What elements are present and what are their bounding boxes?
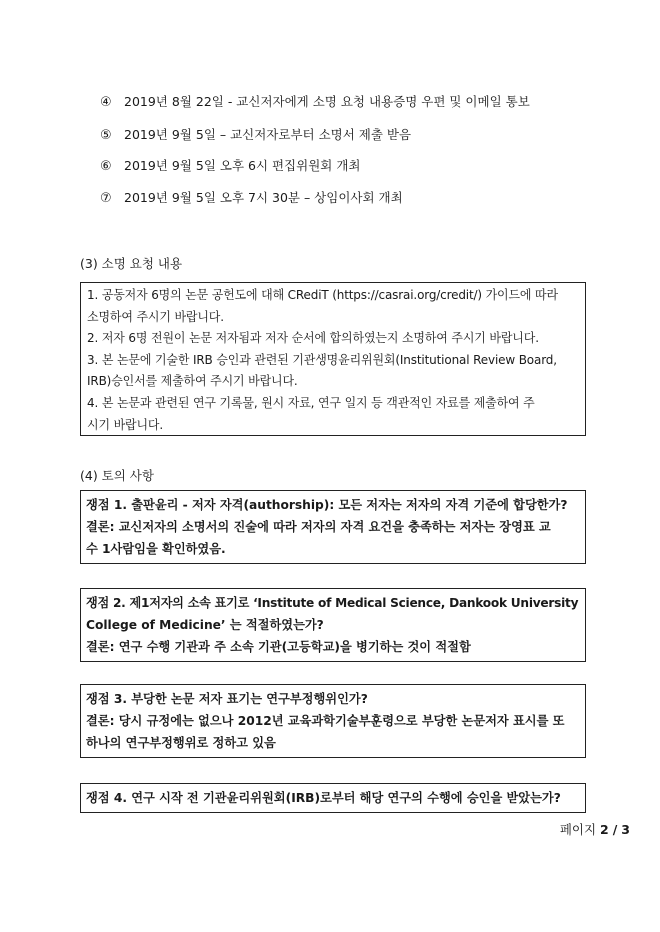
request-line: IRB)승인서를 제출하여 주시기 바랍니다. — [87, 374, 298, 389]
issue-box-4 — [80, 783, 586, 813]
issue-box-3 — [80, 684, 586, 758]
issue-line: College of Medicine’ 는 적절하였는가? — [86, 618, 324, 632]
timeline-text: 2019년 9월 5일 오후 7시 30분 – 상임이사회 개최 — [124, 190, 403, 205]
issue-box-1 — [80, 490, 586, 564]
issue-line: 쟁점 1. 출판윤리 - 저자 자격(authorship): 모든 저자는 저자의 자격 기준에 합당한가? — [86, 498, 568, 512]
request-content-box — [80, 282, 586, 436]
issue-line: 쟁점 4. 연구 시작 전 기관윤리위원회(IRB)로부터 해당 연구의 수행에 승인을 받았는가? — [86, 791, 561, 805]
timeline-item — [100, 156, 361, 174]
request-line: 시기 바랍니다. — [87, 417, 164, 432]
timeline-text: 2019년 8월 22일 - 교신저자에게 소명 요청 내용증명 우편 및 이메일 통보 — [124, 94, 530, 109]
request-line: 1. 공동저자 6명의 논문 공헌도에 대해 CRediT (https://casrai.org/credit/) 가이드에 따라 — [87, 288, 558, 302]
request-line: 4. 본 논문과 관련된 연구 기록물, 원시 자료, 연구 일지 등 객관적인 자료를 제출하여 주 — [87, 395, 535, 410]
issue-line: 쟁점 3. 부당한 논문 저자 표기는 연구부정행위인가? — [86, 692, 368, 706]
issue-line: 결론: 당시 규정에는 없으나 2012년 교육과학기술부훈령으로 부당한 논문저자 표시를 또 — [86, 714, 565, 728]
timeline-item — [100, 92, 530, 110]
page-total: 3 — [621, 822, 630, 837]
issue-line: 결론: 연구 수행 기관과 주 소속 기관(고등학교)을 병기하는 것이 적절함 — [86, 640, 471, 654]
timeline-number: ⑤ — [100, 128, 112, 143]
timeline-number: ⑦ — [100, 191, 112, 206]
timeline-text: 2019년 9월 5일 – 교신저자로부터 소명서 제출 받음 — [124, 127, 412, 142]
issue-box-2 — [80, 588, 586, 662]
page-number — [560, 820, 630, 838]
timeline-item — [100, 188, 403, 206]
issue-line: 쟁점 2. 제1저자의 소속 표기로 ‘Institute of Medical Science, Dankook University — [86, 596, 579, 610]
issue-line: 수 1사람임을 확인하였음. — [86, 542, 226, 556]
issue-line: 하나의 연구부정행위로 정하고 있음 — [86, 736, 276, 750]
timeline-text: 2019년 9월 5일 오후 6시 편집위원회 개최 — [124, 158, 361, 173]
request-line: 3. 본 논문에 기술한 IRB 승인과 관련된 기관생명윤리위원회(Institutional Review Board, — [87, 352, 557, 367]
request-line: 소명하여 주시기 바랍니다. — [87, 309, 224, 324]
timeline-number: ④ — [100, 95, 112, 110]
page-separator: / — [612, 822, 618, 837]
page-label: 페이지 — [559, 822, 597, 837]
section-4-heading: (4) 토의 사항 — [80, 468, 154, 483]
timeline-item — [100, 125, 411, 143]
page-current: 2 — [600, 822, 609, 837]
issue-line: 결론: 교신저자의 소명서의 진술에 따라 저자의 자격 요건을 충족하는 저자는 장영표 교 — [86, 520, 551, 534]
section-3-heading: (3) 소명 요청 내용 — [80, 256, 183, 271]
timeline-number: ⑥ — [100, 159, 112, 174]
request-line: 2. 저자 6명 전원이 논문 저자됨과 저자 순서에 합의하였는지 소명하여 주시기 바랍니다. — [87, 331, 539, 346]
